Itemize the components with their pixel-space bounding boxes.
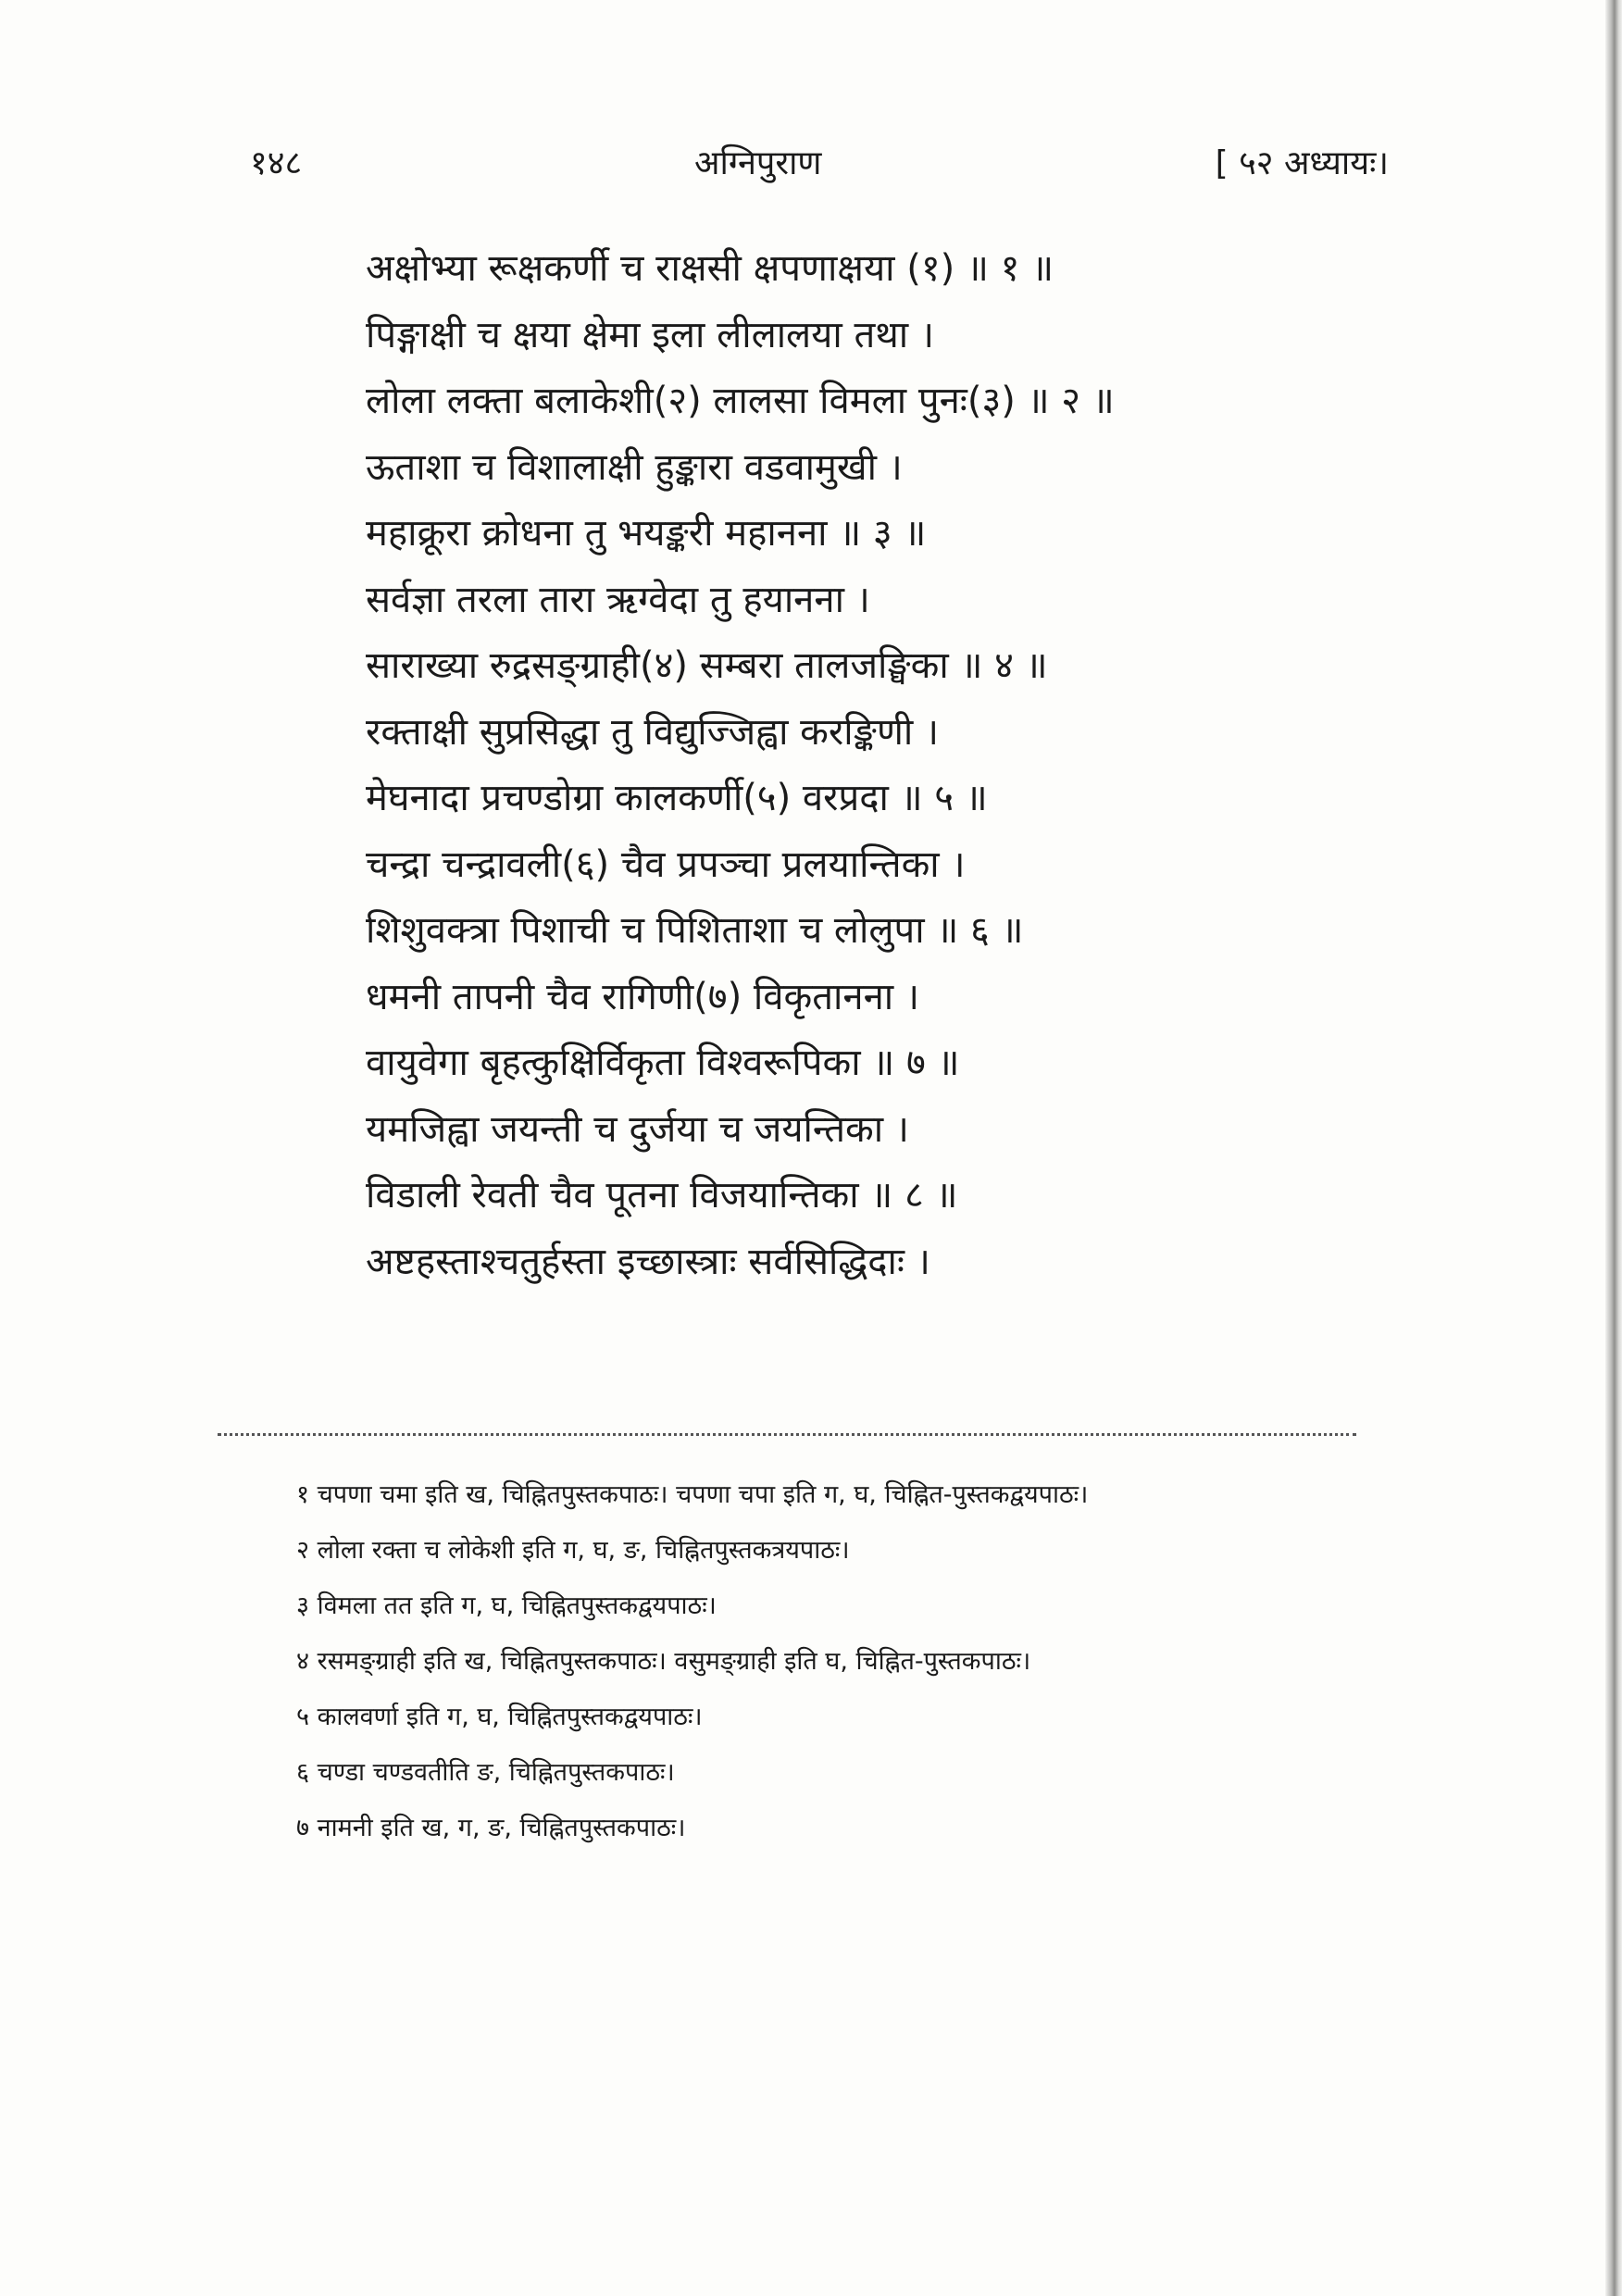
verse-line: सर्वज्ञा तरला तारा ऋग्वेदा तु हयानना ।: [366, 578, 870, 621]
running-title: अग्निपुराण: [694, 144, 822, 182]
verse-line: धमनी तापनी चैव रागिणी(७) विकृतानना ।: [366, 975, 920, 1018]
verse-line: पिङ्गाक्षी च क्षया क्षेमा इला लीलालया तथा ।: [366, 313, 935, 356]
footnote: ४ रसमङ्ग्राही इति ख, चिह्नितपुस्तकपाठः। वसुमङ्ग्राही इति घ, चिह्नित-पुस्तकपाठः।: [296, 1647, 1031, 1676]
chapter-label: [ ५२ अध्यायः।: [1215, 144, 1389, 182]
verse-line: विडाली रेवती चैव पूतना विजयान्तिका ॥ ८ ॥: [366, 1174, 958, 1217]
footnote: ६ चण्डा चण्डवतीति ङ, चिह्नितपुस्तकपाठः।: [296, 1758, 675, 1787]
verse-line: यमजिह्वा जयन्ती च दुर्जया च जयन्तिका ।: [366, 1107, 909, 1151]
footnote: ५ कालवर्णा इति ग, घ, चिह्नितपुस्तकद्वयपाठः।: [296, 1703, 703, 1731]
footnote: ७ नामनी इति ख, ग, ङ, चिह्नितपुस्तकपाठः।: [296, 1814, 686, 1842]
page-header: [250, 139, 1389, 194]
verse-line: वायुवेगा बृहत्कुक्षिर्विकृता विश्वरूपिका ॥ ७ ॥: [366, 1042, 960, 1084]
verse-line: मेघनादा प्रचण्डोग्रा कालकर्णी(५) वरप्रदा ॥ ५ ॥: [366, 777, 988, 819]
verse-line: रक्ताक्षी सुप्रसिद्धा तु विद्युज्जिह्वा करङ्किणी ।: [366, 710, 940, 754]
verse-line: महाक्रूरा क्रोधना तु भयङ्करी महानना ॥ ३ ॥: [366, 512, 927, 555]
verse-block: [366, 236, 1384, 1295]
page-number: १४८: [250, 144, 303, 182]
footnote: ३ विमला तत इति ग, घ, चिह्नितपुस्तकद्वयपाठः।: [296, 1591, 717, 1620]
verse-line: ऊताशा च विशालाक्षी हुङ्कारा वडवामुखी ।: [366, 445, 903, 489]
footnote: २ लोला रक्ता च लोकेशी इति ग, घ, ङ, चिह्नितपुस्तकत्रयपाठः।: [296, 1536, 850, 1565]
verse-line: शिशुवक्त्रा पिशाची च पिशिताशा च लोलुपा ॥ ६ ॥: [366, 909, 1024, 952]
verse-line: लोला लक्ता बलाकेशी(२) लालसा विमला पुनः(३) ॥ २ ॥: [366, 380, 1115, 422]
verse-line: अक्षोभ्या रूक्षकर्णी च राक्षसी क्षपणाक्षया (१) ॥ १ ॥: [366, 247, 1054, 290]
binding-edge: [1605, 0, 1622, 2296]
footnote-divider: [218, 1433, 1356, 1436]
verse-line: साराख्या रुद्रसङ्ग्राही(४) सम्बरा तालजङ्घिका ॥ ४ ॥: [366, 644, 1048, 687]
verse-line: अष्टहस्ताश्चतुर्हस्ता इच्छास्त्राः सर्वसिद्धिदाः ।: [366, 1240, 930, 1283]
footnote: १ चपणा चमा इति ख, चिह्नितपुस्तकपाठः। चपणा चपा इति ग, घ, चिह्नित-पुस्तकद्वयपाठः।: [296, 1480, 1089, 1509]
verse-line: चन्द्रा चन्द्रावली(६) चैव प्रपञ्चा प्रलयान्तिका ।: [366, 842, 966, 886]
footnotes: [206, 1467, 1400, 1856]
